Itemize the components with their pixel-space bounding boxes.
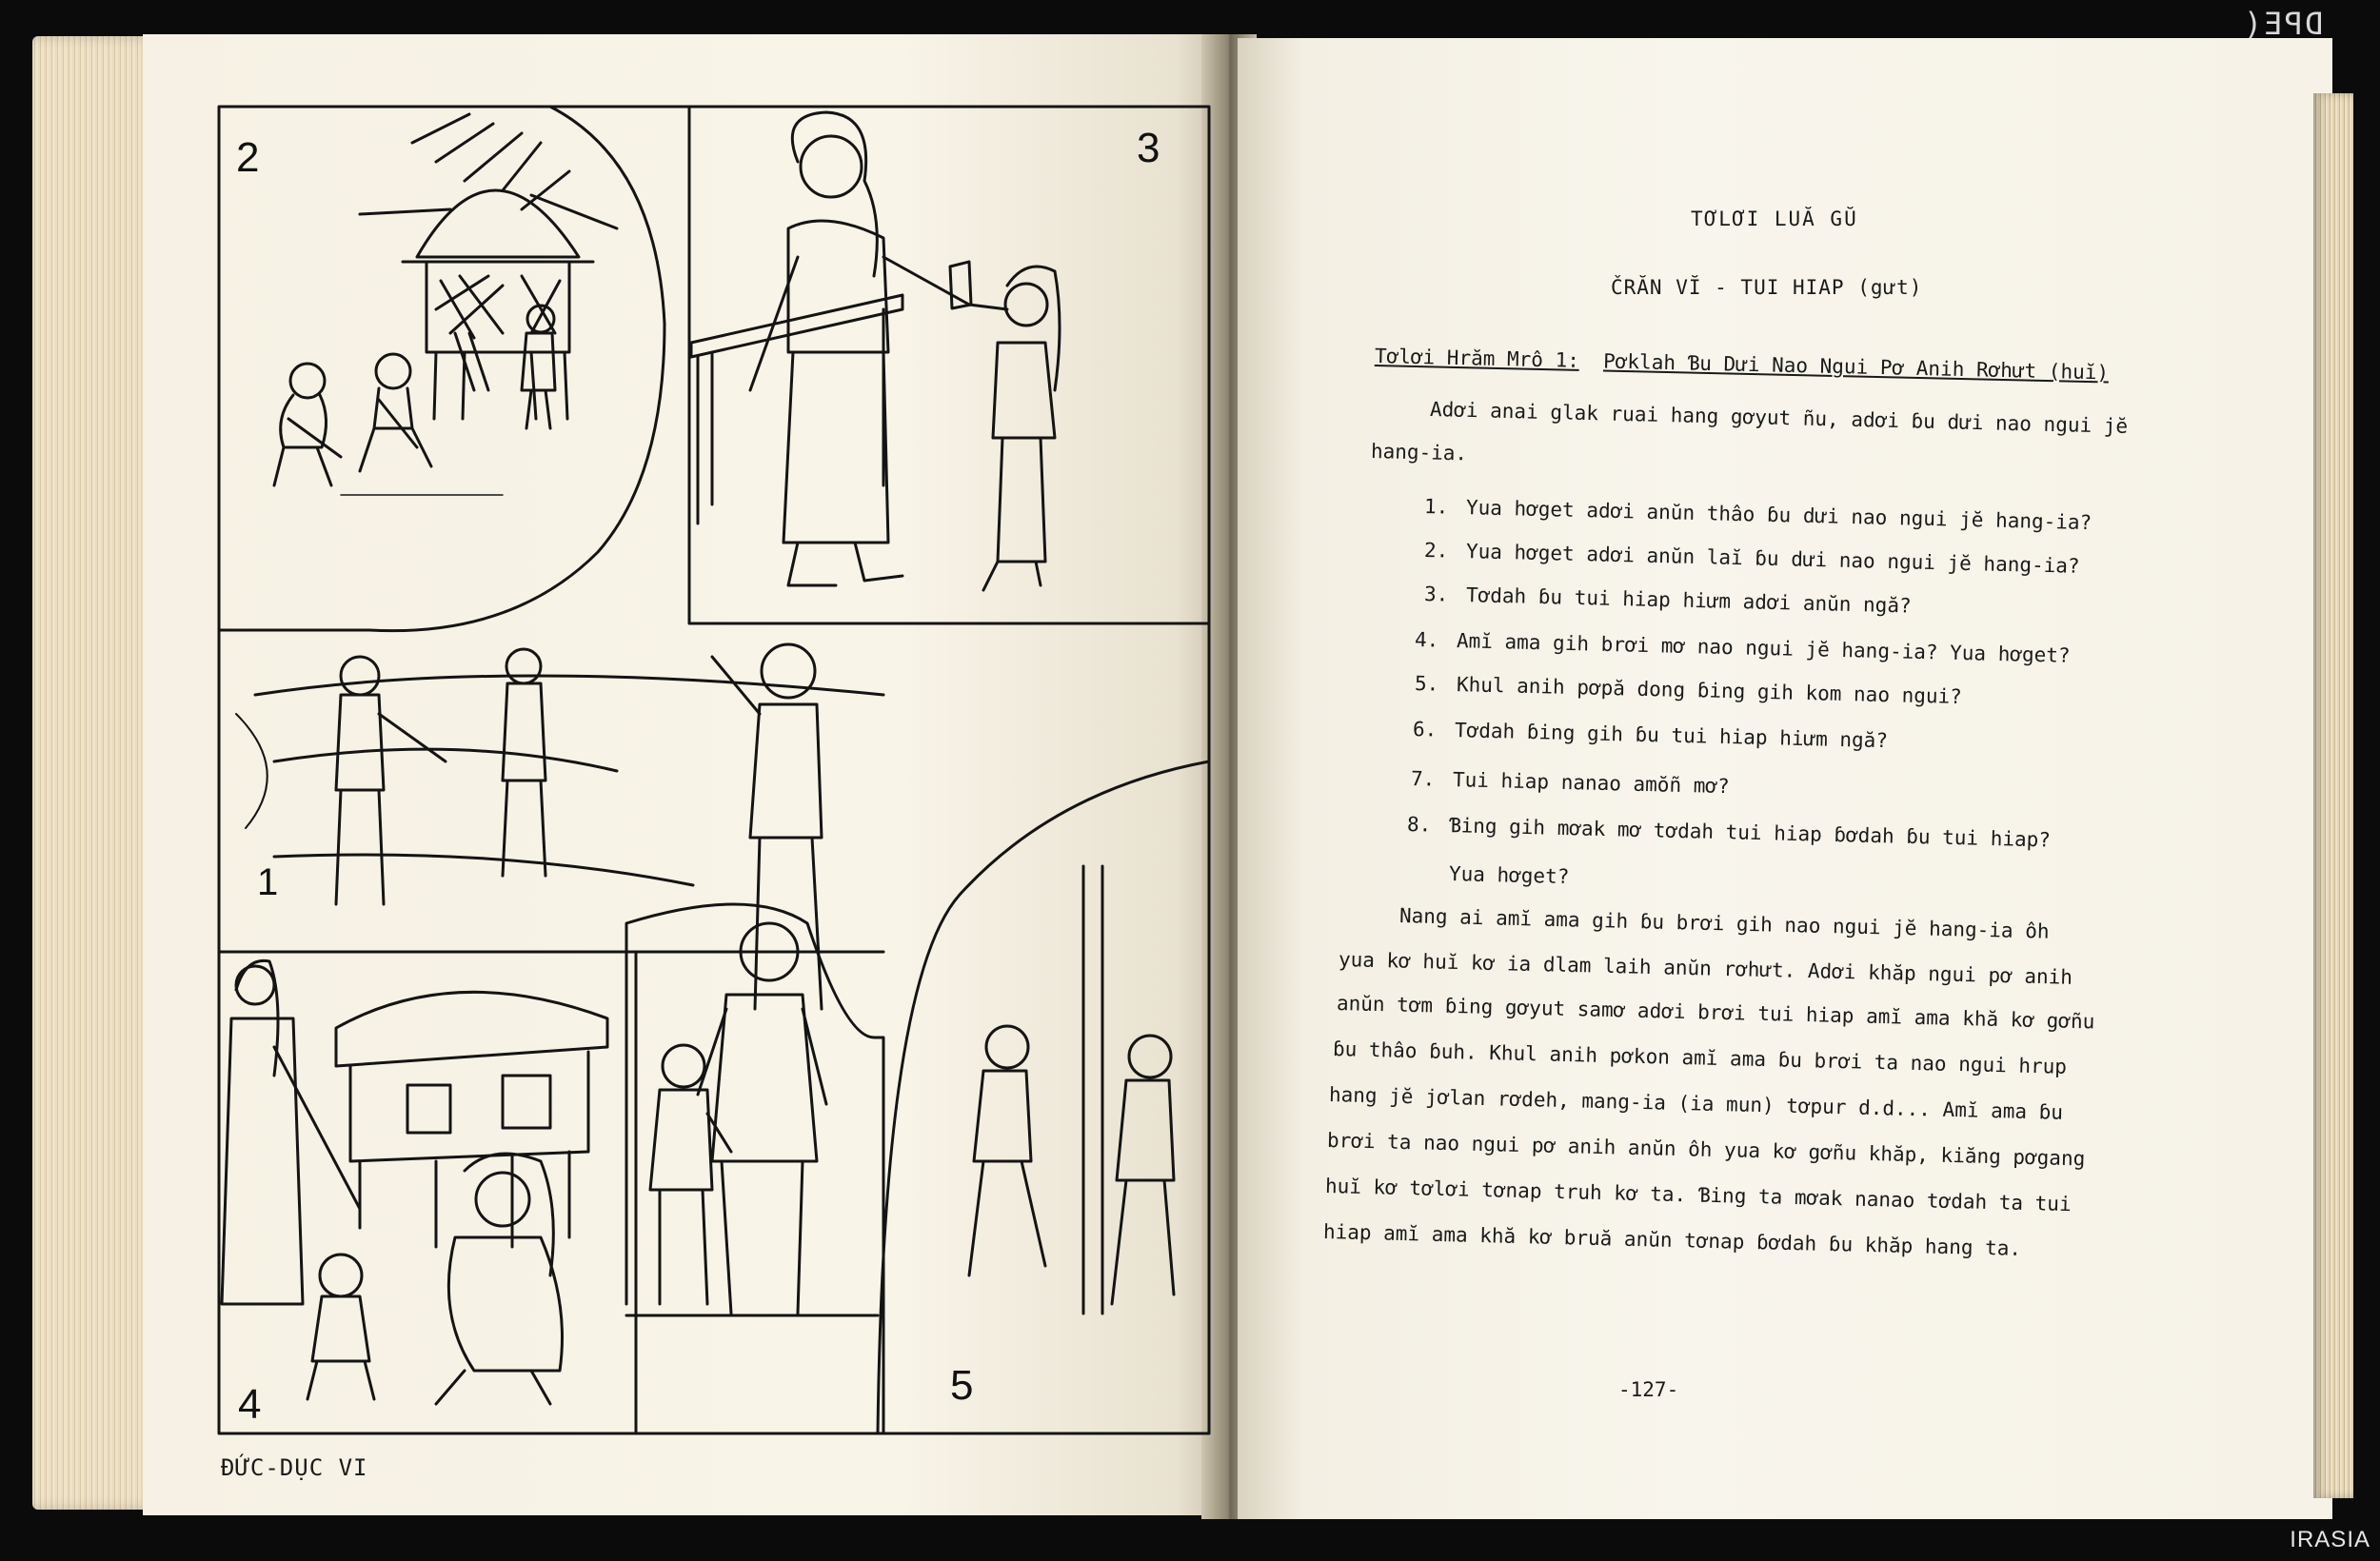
toddler [307,1255,374,1399]
paragraph-line-6: brơi ta nao ngui pơ anih anŭn ôh yua kơ gơñu khăp, kiăng pơgang [1326,1129,2086,1171]
section-label: Tơlơi Hrăm Mrô 1: [1374,345,1580,372]
paragraph-line-2: yua kơ huĭ kơ ia dlam laih anŭn rơhưt. Adơi khăp ngui pơ anih [1338,948,2073,989]
question-number: 3. [1423,583,1449,606]
question-text: Tui hiap nanao amŏñ mơ? [1452,768,1730,799]
father-figure [698,923,826,1314]
boy-walking-1 [969,1026,1045,1275]
panel-3-boundary [689,107,1209,623]
panel-number-2: 2 [236,134,260,181]
paragraph-line-7: huĭ kơ tơlơi tơnap truh kơ ta. Ɓing ta mơak nanao tơdah ta tui [1324,1175,2072,1216]
section-heading: Pơklah Ɓu Dưi Nao Ngui Pơ Anih Rơhưt (huĭ) [1602,349,2110,385]
panel-5-curve [878,761,1209,1433]
question-text: Tơdah ɓu tui hiap hiưm adơi anŭn ngă? [1465,583,1912,618]
question-number: 8. [1406,813,1432,837]
question-text: Yua hơget adơi anŭn thâo ɓu dưi nao ngui jĕ hang-ia? [1465,496,2092,535]
right-page [1238,38,2332,1519]
question-number: 2. [1423,539,1449,563]
paragraph-line-1: Nang ai amĭ ama gih ɓu brơi gih nao ngui jĕ hang-ia ôh [1398,904,2050,943]
corner-mark: DPE( [2241,6,2323,42]
question-number: 6. [1412,718,1438,741]
question-number: 1. [1423,495,1449,519]
panel-number-3: 3 [1137,125,1160,171]
child-taking-medicine [983,267,1060,590]
mother-figure [750,112,1007,585]
stilt-house [360,114,617,419]
panel-number-5: 5 [950,1362,974,1409]
paragraph-line-3: anŭn tơm ɓing gơyut samơ adơi brơi tui hiap amĭ ama khă kơ gơñu [1336,992,2095,1034]
question-number: 4. [1414,628,1439,652]
paragraph-line-5: hang jĕ jơlan rơdeh, mang-ia (ia mun) tơpur d.d... Amĭ ama ɓu [1328,1083,2064,1124]
question-text: Yua hơget adơi anŭn laĭ ɓu dưi nao ngui jĕ hang-ia? [1465,540,2080,578]
panel-number-1: 1 [257,861,279,903]
boy-walking-2 [1112,1036,1174,1304]
woman-with-pole [222,960,360,1304]
panel-number-4: 4 [238,1381,262,1428]
boy-listening [503,649,545,876]
lesson-title: TƠLƠI LUĂ GŬ [1691,207,1858,230]
question-8-continuation: Yua hơget? [1448,862,1570,889]
page-number: -127- [1618,1378,1679,1401]
question-text: Amĭ ama gih brơi mơ nao ngui jĕ hang-ia? Yua hơget? [1456,629,2071,667]
question-number: 5. [1414,672,1439,696]
paragraph-line-8: hiap amĭ ama khă kơ bruă anŭn tơnap ɓơdah ɓu khăp hang ta. [1322,1220,2022,1260]
page-edges-right [2313,93,2353,1498]
outer-frame [219,107,1209,1433]
question-text: Khul anih pơpă dong ɓing gih kom nao ngui? [1456,673,1963,709]
question-number: 7. [1410,767,1436,791]
house-panel-4 [336,992,607,1247]
page-edges-left [32,36,158,1510]
paragraph-line-4: ɓu thâo ɓuh. Khul anih pơkon amĭ ama ɓu brơi ta nao ngui hrup [1332,1037,2068,1078]
lesson-subtitle: ČRĂN VĬ - TUI HIAP (gưt) [1611,276,1923,299]
boy-pointing [336,657,446,904]
question-text: Ɓing gih mơak mơ tơdah tui hiap ɓơdah ɓu tui hiap? [1448,814,2052,852]
question-text: Tơdah ɓing gih ɓu tui hiap hiưm ngă? [1454,719,1889,753]
river [236,676,883,885]
table [691,262,971,524]
boy-waving [712,644,822,1009]
panel-2-boundary [219,107,664,631]
intro-line-2: hang-ia. [1370,440,1468,465]
comic-illustration [217,105,1211,1437]
watermark: IRASIA [2290,1527,2370,1552]
mother-crouching [436,1154,563,1404]
intro-line-1: Adơi anai glak ruai hang gơyut ñu, adơi ɓu dưi nao ngui jĕ [1429,398,2129,438]
left-page-footer: ĐỨC-DỤC VI [221,1454,368,1481]
